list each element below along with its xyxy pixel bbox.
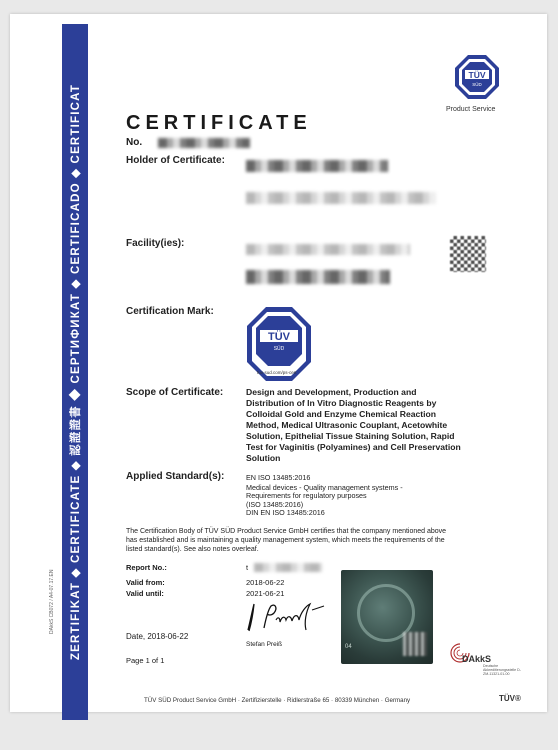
report-no-value: t (246, 563, 249, 572)
certification-mark-caption: tuv-sud.com/ps-cert (257, 370, 297, 375)
page-indicator: Page 1 of 1 (126, 656, 165, 665)
mark-logo-text: TÜV (268, 331, 290, 343)
footer-tuv-mark: TÜV® (499, 694, 521, 703)
valid-from-value: 2018-06-22 (246, 578, 285, 587)
mark-logo-sub: SÜD (273, 346, 285, 352)
tuv-logo-sub: SÜD (472, 82, 482, 87)
tuv-logo-text: TÜV (468, 70, 486, 80)
dakks-accreditation (449, 642, 521, 678)
report-no-label: Report No.: (126, 563, 167, 572)
valid-from-label: Valid from: (126, 578, 165, 587)
certificate-no-label: No. (126, 137, 143, 148)
dakks-name: DAkkS (462, 654, 492, 664)
document-code: DAkkS CB072 / A4-07.17.EN (49, 569, 55, 634)
standards-label: Applied Standard(s): (126, 471, 225, 482)
hologram-code-redacted (403, 632, 427, 656)
certificate-sheet (10, 14, 547, 712)
report-no-redacted (254, 563, 322, 572)
side-band (62, 24, 88, 720)
certification-statement: The Certification Body of TÜV SÜD Product Service GmbH certifies that the company mentioned above has established and is maintaining a quality management system, which meets the requirements of the listed standard(s). See also notes overleaf. (126, 528, 447, 553)
standard-line: DIN EN ISO 13485:2016 (246, 508, 325, 518)
standard-line: (ISO 13485:2016) (246, 499, 304, 509)
holder-label: Holder of Certificate: (126, 155, 225, 166)
page-title: CERTIFICATE (126, 112, 312, 134)
date-line: Date, 2018-06-22 (126, 632, 189, 641)
valid-until-value: 2021-06-21 (246, 589, 285, 598)
qr-code (450, 236, 486, 272)
holder-address-redacted (246, 192, 436, 204)
valid-until-label: Valid until: (126, 589, 164, 598)
facility-line-1-redacted (246, 244, 410, 255)
hologram-number: 04 (345, 644, 352, 650)
certificate-number-redacted (158, 138, 250, 148)
standard-line: EN ISO 13485:2016 (246, 473, 311, 482)
holder-name-redacted (246, 160, 388, 172)
certification-mark-label: Certification Mark: (126, 306, 214, 317)
side-band-text: ZERTIFIKAT ◆ CERTIFICATE ◆ 認證證書 ◆ СЕРТИФИКАТ ◆ CERTIFICADO ◆ CERTIFICAT (70, 83, 82, 661)
scope-text: Design and Development, Production and Distribution of In Vitro Diagnostic Reagents by Colloidal Gold and Enzyme Chemical Reaction Method, Medical Ultrasonic Couplant, Acetowhite Solution, Epithelial Tissue Staining Solution, Rapid Test for Vaginitis (Polyamines) and Cell Preservation Solution (246, 387, 461, 463)
signature (244, 600, 328, 634)
tuv-logo-top (454, 54, 500, 100)
standard-line: Medical devices - Quality management systems - (246, 482, 403, 492)
facility-label: Facility(ies): (126, 238, 185, 249)
product-service-label: Product Service (446, 106, 496, 113)
facility-line-2-redacted (246, 270, 390, 284)
standard-line: Requirements for regulatory purposes (246, 491, 367, 501)
standards-list (246, 474, 446, 518)
footer-address: TÜV SÜD Product Service GmbH · Zertifizierstelle · Ridlerstraße 65 · 80339 München · Germany (144, 697, 411, 704)
signer-name: Stefan Preiß (246, 641, 283, 648)
scope-label: Scope of Certificate: (126, 387, 224, 398)
dakks-subtitle: Deutsche Akkreditierungsstelle D-ZM-11321-01-00 (483, 664, 521, 677)
hologram-seal (341, 570, 433, 664)
